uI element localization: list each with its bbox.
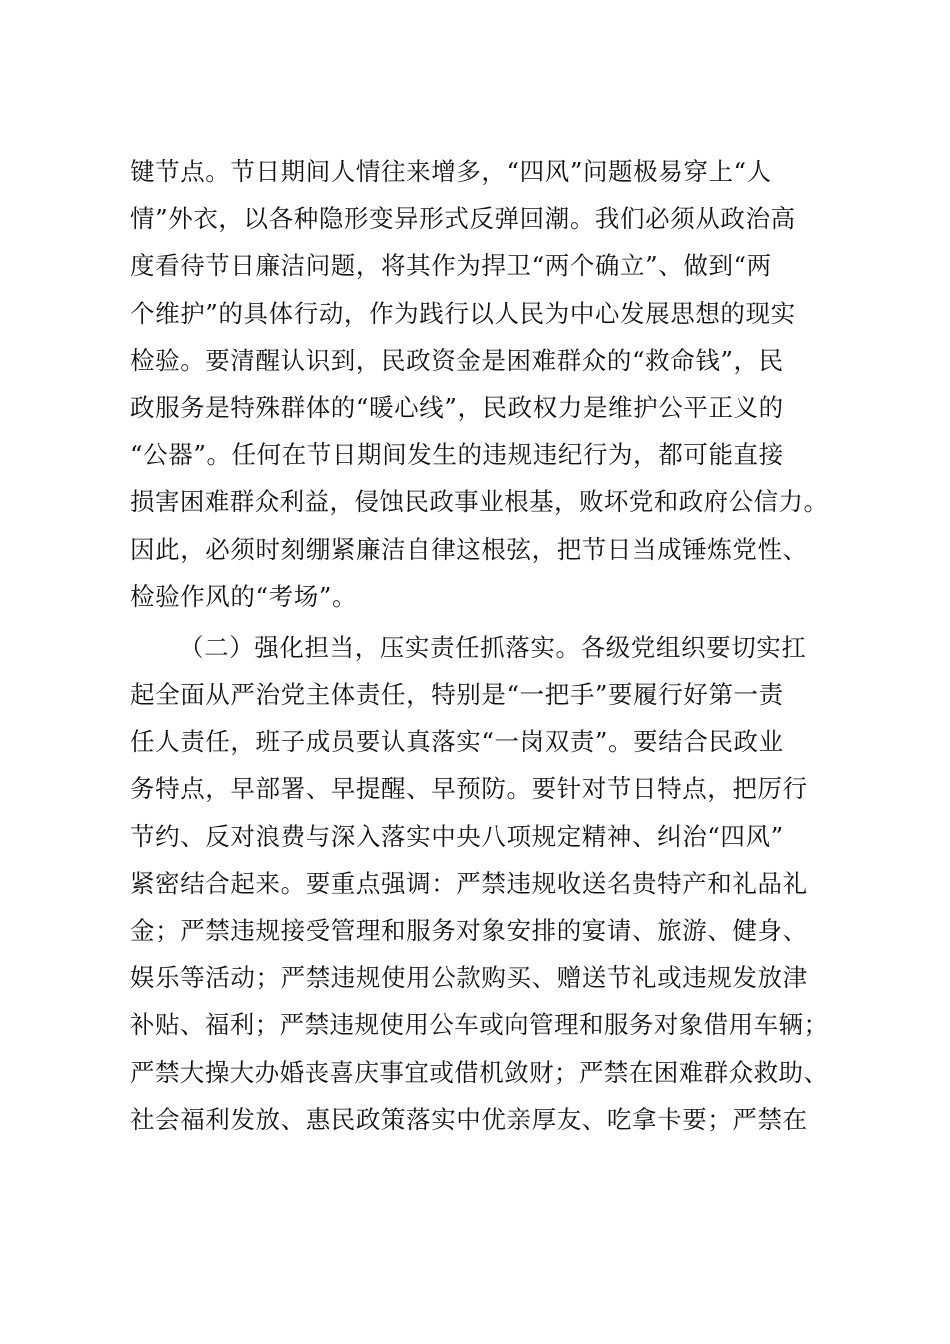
text-line: 检验。要清醒认识到，民政资金是困难群众的“救命钱”，民 [130,345,784,375]
text-line: 补贴、福利；严禁违规使用公车或向管理和服务对象借用车辆； [130,1010,829,1040]
text-line: 起全面从严治党主体责任，特别是“一把手”要履行好第一责 [130,680,784,710]
text-line: 任人责任，班子成员要认真落实“一岗双责”。要结合民政业 [130,727,784,757]
text-line: 务特点，早部署、早提醒、早预防。要针对节日特点，把厉行 [130,774,808,804]
text-line: 紧密结合起来。要重点强调：严禁违规收送名贵特产和礼品礼 [130,868,808,898]
text-line: 个维护”的具体行动，作为践行以人民为中心发展思想的现实 [130,298,796,328]
paragraph-1 [130,148,830,620]
document-body [130,148,830,1143]
text-line: （二）强化担当，压实责任抓落实。各级党组织要切实扛 [179,632,807,662]
text-line: “公器”。任何在节日期间发生的违规违纪行为，都可能直接 [130,440,784,470]
text-line: 社会福利发放、惠民政策落实中优亲厚友、吃拿卡要；严禁在 [130,1104,808,1134]
text-line: 金；严禁违规接受管理和服务对象安排的宴请、旅游、健身、 [130,916,808,945]
paragraph-2 [130,624,830,1143]
text-line: 键节点。节日期间人情往来增多，“四风”问题极易穿上“人 [130,157,772,186]
text-line: 情”外衣，以各种隐形变异形式反弹回潮。我们必须从政治高 [130,204,796,234]
text-line: 娱乐等活动；严禁违规使用公款购买、赠送节礼或违规发放津 [130,963,808,993]
text-line: 损害困难群众利益，侵蚀民政事业根基，败坏党和政府公信力。 [130,487,829,517]
text-line: 检验作风的“考场”。 [130,581,358,611]
text-line: 节约、反对浪费与深入落实中央八项规定精神、纠治“四风” [130,821,784,851]
text-line: 政服务是特殊群体的“暖心线”，民政权力是维护公平正义的 [130,392,784,422]
text-line: 度看待节日廉洁问题，将其作为捍卫“两个确立”、做到“两 [130,251,772,281]
text-line: 严禁大操大办婚丧喜庆事宜或借机敛财；严禁在困难群众救助、 [130,1057,829,1087]
text-line: 因此，必须时刻绷紧廉洁自律这根弦，把节日当成锤炼党性、 [130,534,808,564]
